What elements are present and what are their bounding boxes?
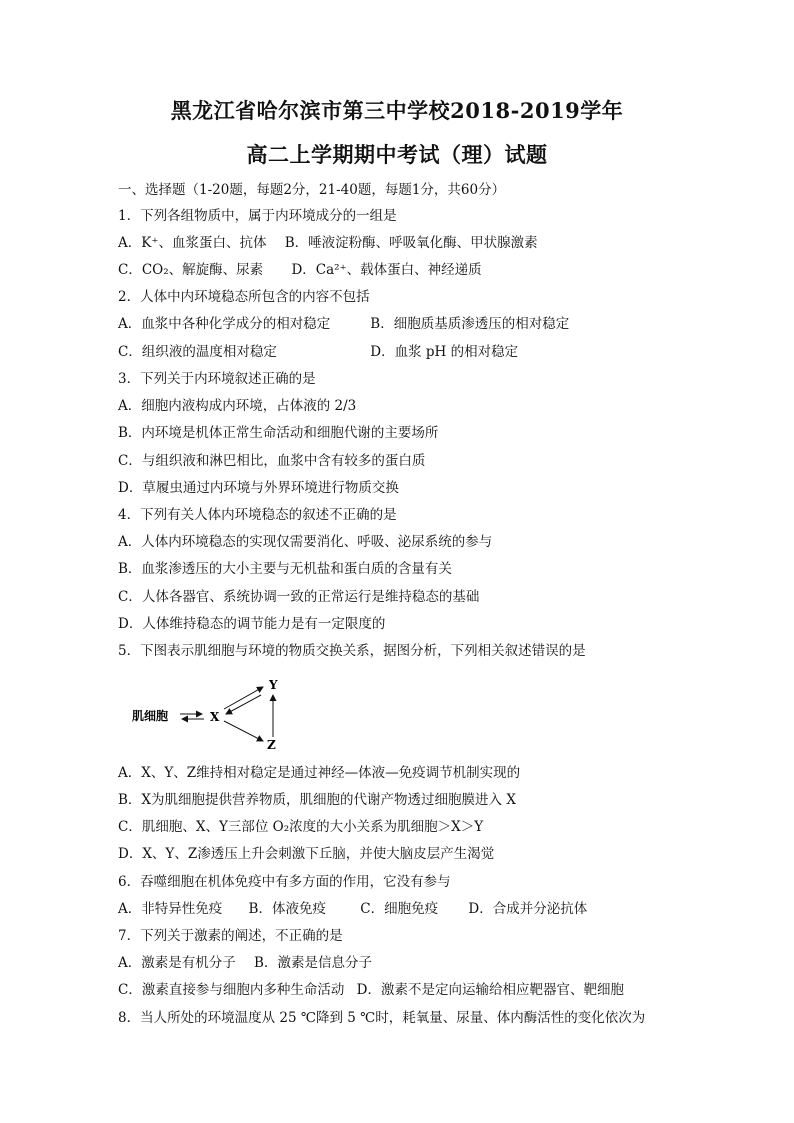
option-d: D．合成并分泌抗体 [468, 901, 588, 917]
option-b: B．激素是信息分子 [254, 955, 372, 971]
question-1-stem: 1．下列各组物质中，属于内环境成分的一组是 [118, 208, 397, 224]
option-c: C．肌细胞、X、Y三部位 O₂浓度的大小关系为肌细胞＞X＞Y [118, 819, 484, 835]
option-a: A．人体内环境稳态的实现仅需要消化、呼吸、泌尿系统的参与 [118, 534, 493, 550]
option-b: B．内环境是机体正常生命活动和细胞代谢的主要场所 [118, 425, 439, 441]
question-6-row-1 [118, 900, 587, 918]
option-d: D．X、Y、Z渗透压上升会刺激下丘脑，并使大脑皮层产生渴觉 [118, 846, 495, 862]
diagram-y-label: Y [269, 678, 278, 692]
question-8-stem: 8．当人所处的环境温度从 25 ℃降到 5 ℃时，耗氧量、尿量、体内酶活性的变化依次为 [118, 1010, 646, 1026]
question-7-stem: 7．下列关于激素的阐述，不正确的是 [118, 928, 343, 944]
option-c: C．组织液的温度相对稳定 [118, 344, 277, 360]
option-b: B．唾液淀粉酶、呼吸氧化酶、甲状腺激素 [284, 235, 538, 251]
question-2-row-2 [118, 343, 518, 361]
question-2-row-1 [118, 315, 569, 333]
option-a: A．K⁺、血浆蛋白、抗体 [118, 235, 267, 251]
option-a: A．血浆中各种化学成分的相对稳定 [118, 316, 331, 332]
exchange-diagram [118, 673, 318, 758]
question-7-row-1 [118, 954, 372, 972]
diagram-x-label: X [210, 710, 220, 724]
question-4-stem: 4．下列有关人体内环境稳态的叙述不正确的是 [118, 507, 397, 523]
arrow-x-to-y [224, 687, 263, 709]
question-1-row-2 [118, 261, 482, 279]
option-d: D．激素不是定向运输给相应靶器官、靶细胞 [356, 982, 624, 998]
option-b: B．体液免疫 [248, 901, 326, 917]
option-b: B．细胞质基质渗透压的相对稳定 [370, 316, 570, 332]
option-b: B．血浆渗透压的大小主要与无机盐和蛋白质的含量有关 [118, 561, 452, 577]
question-7-row-2 [118, 981, 624, 999]
option-a: A．细胞内液构成内环境，占体液的 2/3 [118, 398, 357, 414]
option-d: D．血浆 pH 的相对稳定 [370, 344, 519, 360]
option-b: B．X为肌细胞提供营养物质，肌细胞的代谢产物透过细胞膜进入 X [118, 792, 516, 808]
question-2-stem: 2．人体中内环境稳态所包含的内容不包括 [118, 289, 370, 305]
section-heading: 一、选择题（1-20题，每题2分，21-40题，每题1分，共60分） [118, 182, 506, 198]
option-c: C．细胞免疫 [360, 901, 439, 917]
option-d: D．人体维持稳态的调节能力是有一定限度的 [118, 616, 386, 632]
option-c: C．CO₂、解旋酶、尿素 [118, 262, 264, 278]
option-a: A．激素是有机分子 [118, 955, 236, 971]
question-5-stem: 5．下图表示肌细胞与环境的物质交换关系，据图分析，下列相关叙述错误的是 [118, 643, 586, 659]
option-c: C．与组织液和淋巴相比，血浆中含有较多的蛋白质 [118, 453, 426, 469]
option-a: A．非特异性免疫 [118, 901, 223, 917]
question-1-row-1 [118, 234, 538, 252]
option-d: D．Ca²⁺、载体蛋白、神经递质 [291, 262, 482, 278]
question-3-stem: 3．下列关于内环境叙述正确的是 [118, 371, 316, 387]
page-title: 黑龙江省哈尔滨市第三中学校2018-2019学年 [170, 98, 624, 123]
arrow-x-to-z [224, 721, 263, 741]
diagram-cell-label: 肌细胞 [132, 709, 169, 723]
option-d: D．草履虫通过内环境与外界环境进行物质交换 [118, 480, 399, 496]
page-subtitle: 高二上学期期中考试（理）试题 [246, 142, 548, 167]
question-6-stem: 6．吞噬细胞在机体免疫中有多方面的作用，它没有参与 [118, 874, 451, 890]
diagram-z-label: Z [267, 738, 276, 752]
option-c: C．激素直接参与细胞内多种生命活动 [118, 982, 345, 998]
option-c: C．人体各器官、系统协调一致的正常运行是维持稳态的基础 [118, 589, 480, 605]
option-a: A．X、Y、Z维持相对稳定是通过神经—体液—免疫调节机制实现的 [118, 765, 521, 781]
